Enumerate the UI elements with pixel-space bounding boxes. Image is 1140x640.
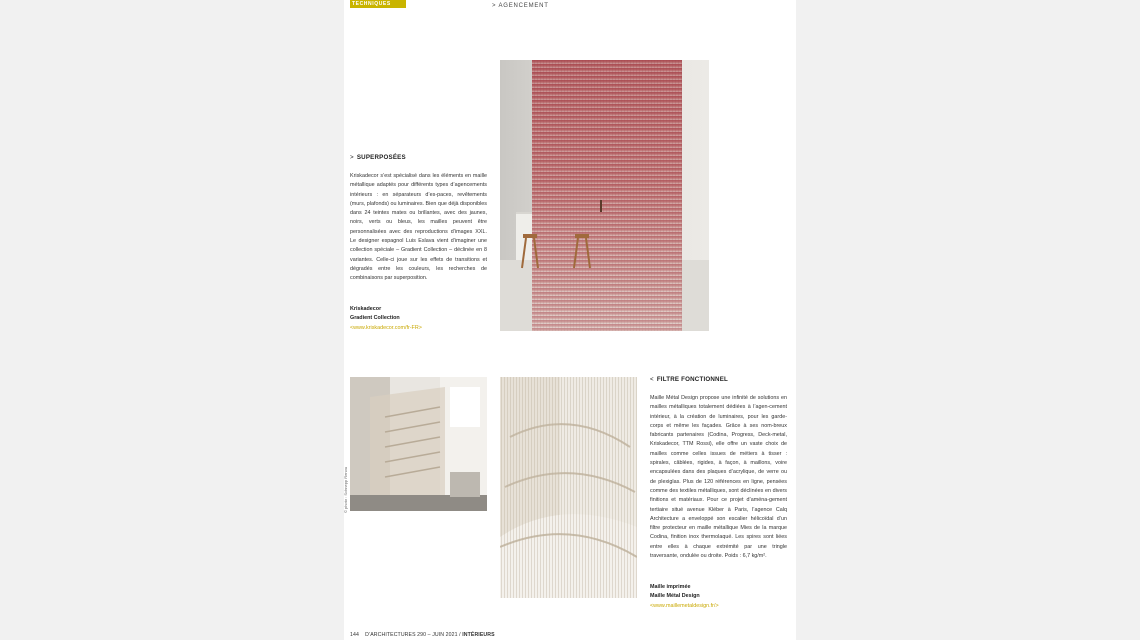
issue-label: D’ARCHITECTURES 290 – JUIN 2021 bbox=[365, 632, 458, 638]
article-1-brand: Kriskadecor bbox=[350, 306, 382, 312]
article-1-credits bbox=[350, 305, 487, 333]
photo-spiral-staircase-mesh bbox=[500, 377, 637, 598]
footer-section: INTÉRIEURS bbox=[462, 632, 495, 638]
footer-separator: / bbox=[459, 632, 461, 638]
article-1-product: Gradient Collection bbox=[350, 315, 400, 322]
article-2-heading-label: FILTRE FONCTIONNEL bbox=[656, 376, 729, 383]
article-2-link[interactable]: <www.maillemetaldesign.fr/> bbox=[650, 602, 719, 609]
article-2-credits bbox=[650, 583, 787, 611]
photo-gradient-curtain bbox=[500, 60, 709, 331]
article-2-body: Maille Métal Design propose une infinité de solutions en mailles métalliques totalement dédiées à l’agen-cement intérieur, à la création de luminaires, pour les garde-corps et même les façades. Grâce à ses nom-breux fabricants partenaires (Codina, Progress, Deck-metal, Kriskadecor, TTM Rossi), elle offre un vaste choix de mailles comme celles issues de métiers à tisser : spirales, câblées, rigides, à façon, à maillons, voire encapsulées dans des plaques d’acrylique, de verre ou de plexiglas. Plus de 120 références en ligne, pensées comme des textiles métalliques, sont déclinées en divers finitions et matériaux. Pour ce projet d’aména-gement tertiaire situé avenue Kléber à Paris, l’agence Calq Architecture a enveloppé son escalier hélicoïdal d’un filtre protecteur en maille métallique Mies de la marque Codina, finition inox thermolaqué. Les spires sont liées entre elles à chaque extrémité par une tringle traversante, ondulée ou droite. Poids : 6,7 kg/m². bbox=[650, 395, 787, 560]
article-1-heading-label: SUPERPOSÉES bbox=[356, 154, 406, 161]
arrow-left-icon: < bbox=[650, 376, 654, 383]
photo-credit: © photo : Schnepp Renou bbox=[343, 466, 348, 513]
article-1-link[interactable]: <www.kriskadecor.com/fr-FR> bbox=[350, 324, 422, 331]
section-tag: TECHNIQUES bbox=[350, 0, 406, 8]
arrow-right-icon: > bbox=[350, 154, 354, 161]
article-1-body: Kriskadecor s’est spécialisé dans les éléments en maille métallique adaptés pour différents types d’agencements intérieurs : en séparateurs d’es-paces, revêtements (murs, plafonds) ou luminaires. Bien que déjà disponibles dans 24 teintes mates ou brillantes, avec des jaunes, noirs, verts ou bleus, les mailles peuvent être personnalisées avec des reproductions d’images XXL. Le designer espagnol Luis Eslava vient d’imaginer une collection spéciale – Gradient Collection – déclinée en 8 variantes. Celle-ci joue sur les effets de transitions et dégradés entre les couleurs, les recherches de combinaisons par superposition. bbox=[350, 173, 487, 282]
page-number: 144 bbox=[350, 632, 359, 638]
article-2-heading bbox=[650, 376, 728, 383]
page-footer bbox=[350, 632, 495, 638]
article-2-product: Maille imprimée bbox=[650, 584, 691, 590]
breadcrumb: > AGENCEMENT bbox=[492, 3, 549, 9]
article-1-heading bbox=[350, 154, 406, 161]
photo-staircase-glass bbox=[350, 377, 487, 511]
article-2-brand: Maille Métal Design bbox=[650, 593, 700, 600]
